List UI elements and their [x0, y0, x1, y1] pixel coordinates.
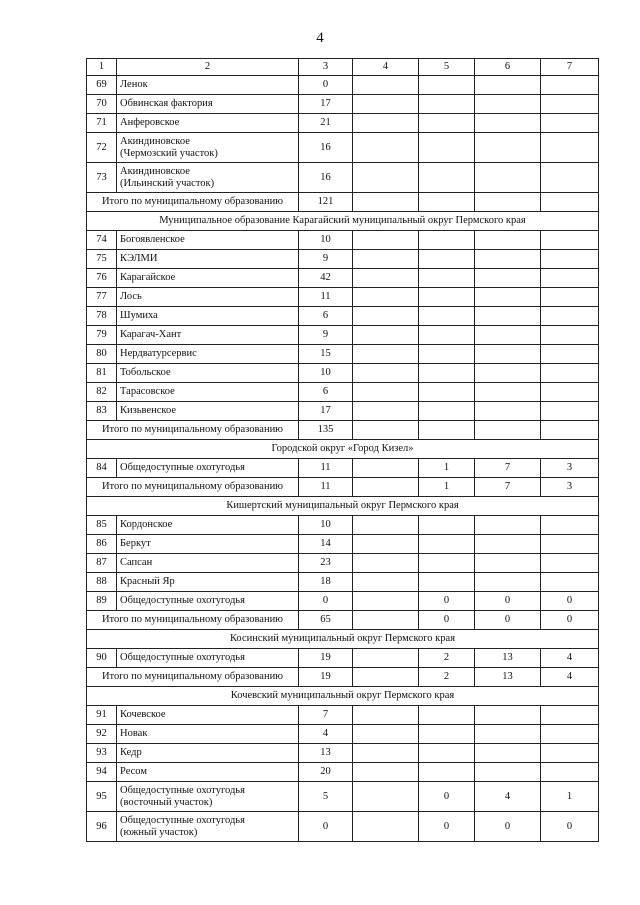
cell-c3: 0	[299, 812, 353, 842]
cell-c7: 1	[541, 782, 599, 812]
cell-c4	[353, 326, 419, 345]
row-number: 72	[87, 133, 117, 163]
ground-name: Ресом	[117, 763, 299, 782]
total-c6: 0	[475, 611, 541, 630]
row-number: 78	[87, 307, 117, 326]
ground-name: Кизьвенское	[117, 402, 299, 421]
total-c5: 1	[419, 478, 475, 497]
cell-c7	[541, 269, 599, 288]
cell-c4	[353, 250, 419, 269]
cell-c6	[475, 763, 541, 782]
cell-c3: 6	[299, 383, 353, 402]
ground-name	[117, 782, 299, 812]
cell-c3: 23	[299, 554, 353, 573]
table-row	[87, 573, 599, 592]
ground-name: Тобольское	[117, 364, 299, 383]
ground-name	[117, 133, 299, 163]
cell-c4	[353, 554, 419, 573]
row-number: 71	[87, 114, 117, 133]
row-number: 93	[87, 744, 117, 763]
cell-c4	[353, 76, 419, 95]
cell-c5	[419, 725, 475, 744]
total-c6: 13	[475, 668, 541, 687]
total-row	[87, 668, 599, 687]
header-col-3: 3	[299, 59, 353, 76]
ground-name: Беркут	[117, 535, 299, 554]
cell-c7	[541, 402, 599, 421]
table-row	[87, 364, 599, 383]
cell-c4	[353, 383, 419, 402]
cell-c5	[419, 76, 475, 95]
ground-name: Общедоступные охотугодья	[117, 459, 299, 478]
cell-c6	[475, 307, 541, 326]
total-label: Итого по муниципальному образованию	[87, 421, 299, 440]
cell-c5	[419, 345, 475, 364]
row-number: 90	[87, 649, 117, 668]
total-c6	[475, 193, 541, 212]
total-row	[87, 478, 599, 497]
cell-c3: 6	[299, 307, 353, 326]
cell-c4	[353, 573, 419, 592]
ground-name: Тарасовское	[117, 383, 299, 402]
cell-c4	[353, 744, 419, 763]
cell-c4	[353, 269, 419, 288]
table-row	[87, 763, 599, 782]
ground-name: Шумиха	[117, 307, 299, 326]
page-number: 4	[316, 30, 324, 46]
cell-c6	[475, 269, 541, 288]
ground-name: Кордонское	[117, 516, 299, 535]
cell-c5: 0	[419, 782, 475, 812]
cell-c7	[541, 231, 599, 250]
cell-c6	[475, 133, 541, 163]
row-number: 81	[87, 364, 117, 383]
cell-c5	[419, 133, 475, 163]
ground-name: Карагач-Хант	[117, 326, 299, 345]
row-number: 77	[87, 288, 117, 307]
cell-c3: 10	[299, 516, 353, 535]
row-number: 82	[87, 383, 117, 402]
total-c4	[353, 193, 419, 212]
cell-c7	[541, 364, 599, 383]
cell-c5	[419, 95, 475, 114]
cell-c7: 3	[541, 459, 599, 478]
cell-c7: 0	[541, 592, 599, 611]
row-number: 86	[87, 535, 117, 554]
total-label: Итого по муниципальному образованию	[87, 668, 299, 687]
ground-name-line-1: Акиндиновское	[120, 135, 190, 147]
cell-c5: 0	[419, 592, 475, 611]
table-row	[87, 269, 599, 288]
cell-c4	[353, 163, 419, 193]
total-c3: 65	[299, 611, 353, 630]
table-row	[87, 725, 599, 744]
cell-c6: 7	[475, 459, 541, 478]
header-col-1: 1	[87, 59, 117, 76]
section-header-row	[87, 212, 599, 231]
hunting-grounds-table	[86, 58, 599, 842]
cell-c3: 14	[299, 535, 353, 554]
cell-c6	[475, 364, 541, 383]
cell-c5	[419, 383, 475, 402]
table-row	[87, 402, 599, 421]
row-number: 94	[87, 763, 117, 782]
cell-c6	[475, 288, 541, 307]
row-number: 80	[87, 345, 117, 364]
header-col-6: 6	[475, 59, 541, 76]
header-col-4: 4	[353, 59, 419, 76]
table-row	[87, 592, 599, 611]
section-title: Городской округ «Город Кизел»	[87, 440, 599, 459]
section-header-row	[87, 687, 599, 706]
table-row	[87, 95, 599, 114]
total-c5	[419, 421, 475, 440]
row-number: 79	[87, 326, 117, 345]
cell-c5	[419, 744, 475, 763]
section-title: Кишертский муниципальный округ Пермского края	[87, 497, 599, 516]
table-row	[87, 782, 599, 812]
ground-name-line-1: Общедоступные охотугодья	[120, 814, 245, 826]
cell-c4	[353, 133, 419, 163]
ground-name: Анферовское	[117, 114, 299, 133]
cell-c6	[475, 725, 541, 744]
ground-name: Богоявленское	[117, 231, 299, 250]
row-number: 74	[87, 231, 117, 250]
cell-c5: 1	[419, 459, 475, 478]
row-number: 75	[87, 250, 117, 269]
cell-c6	[475, 706, 541, 725]
cell-c5	[419, 763, 475, 782]
cell-c5	[419, 516, 475, 535]
cell-c6	[475, 250, 541, 269]
row-number: 87	[87, 554, 117, 573]
cell-c6	[475, 345, 541, 364]
table-row	[87, 345, 599, 364]
total-c5	[419, 193, 475, 212]
cell-c7	[541, 345, 599, 364]
table-row	[87, 133, 599, 163]
total-label: Итого по муниципальному образованию	[87, 611, 299, 630]
cell-c7	[541, 744, 599, 763]
ground-name-line-2: (южный участок)	[120, 826, 198, 838]
total-c4	[353, 421, 419, 440]
cell-c7	[541, 573, 599, 592]
cell-c3: 9	[299, 250, 353, 269]
table-row	[87, 326, 599, 345]
table-body	[87, 59, 599, 842]
cell-c5	[419, 250, 475, 269]
table-row	[87, 744, 599, 763]
cell-c5	[419, 364, 475, 383]
total-c3: 11	[299, 478, 353, 497]
cell-c6	[475, 76, 541, 95]
cell-c5	[419, 535, 475, 554]
table-row	[87, 307, 599, 326]
cell-c3: 10	[299, 364, 353, 383]
ground-name: Общедоступные охотугодья	[117, 649, 299, 668]
cell-c3: 11	[299, 288, 353, 307]
total-row	[87, 611, 599, 630]
cell-c3: 20	[299, 763, 353, 782]
table-row	[87, 383, 599, 402]
cell-c5: 0	[419, 812, 475, 842]
cell-c6	[475, 744, 541, 763]
total-row	[87, 421, 599, 440]
ground-name: Кочевское	[117, 706, 299, 725]
total-c5: 0	[419, 611, 475, 630]
cell-c3: 11	[299, 459, 353, 478]
ground-name	[117, 163, 299, 193]
cell-c3: 19	[299, 649, 353, 668]
cell-c5: 2	[419, 649, 475, 668]
table-row	[87, 649, 599, 668]
ground-name: Сапсан	[117, 554, 299, 573]
cell-c7	[541, 250, 599, 269]
cell-c7	[541, 288, 599, 307]
cell-c6	[475, 573, 541, 592]
cell-c4	[353, 649, 419, 668]
cell-c6	[475, 516, 541, 535]
cell-c5	[419, 307, 475, 326]
section-header-row	[87, 630, 599, 649]
cell-c3: 16	[299, 133, 353, 163]
cell-c3: 4	[299, 725, 353, 744]
cell-c7	[541, 76, 599, 95]
cell-c6: 4	[475, 782, 541, 812]
cell-c7	[541, 535, 599, 554]
ground-name: Обвинская фактория	[117, 95, 299, 114]
cell-c7	[541, 114, 599, 133]
cell-c3: 21	[299, 114, 353, 133]
total-c7	[541, 193, 599, 212]
cell-c3: 17	[299, 402, 353, 421]
header-col-7: 7	[541, 59, 599, 76]
cell-c7	[541, 307, 599, 326]
cell-c4	[353, 364, 419, 383]
cell-c3: 18	[299, 573, 353, 592]
cell-c7	[541, 725, 599, 744]
table-row	[87, 535, 599, 554]
ground-name-line-2: (восточный участок)	[120, 796, 213, 808]
row-number: 92	[87, 725, 117, 744]
ground-name: Карагайское	[117, 269, 299, 288]
table-row	[87, 812, 599, 842]
cell-c7	[541, 516, 599, 535]
ground-name: Общедоступные охотугодья	[117, 592, 299, 611]
ground-name-line-1: Акиндиновское	[120, 165, 190, 177]
cell-c3: 13	[299, 744, 353, 763]
total-c3: 135	[299, 421, 353, 440]
cell-c3: 9	[299, 326, 353, 345]
cell-c5	[419, 163, 475, 193]
section-title: Муниципальное образование Карагайский муниципальный округ Пермского края	[87, 212, 599, 231]
ground-name: Красный Яр	[117, 573, 299, 592]
row-number: 96	[87, 812, 117, 842]
table-row	[87, 76, 599, 95]
header-col-5: 5	[419, 59, 475, 76]
ground-name: Лось	[117, 288, 299, 307]
total-c3: 121	[299, 193, 353, 212]
total-label: Итого по муниципальному образованию	[87, 478, 299, 497]
cell-c7	[541, 706, 599, 725]
total-c6: 7	[475, 478, 541, 497]
ground-name: Ленок	[117, 76, 299, 95]
table-row	[87, 114, 599, 133]
cell-c6	[475, 163, 541, 193]
cell-c3: 42	[299, 269, 353, 288]
cell-c3: 10	[299, 231, 353, 250]
row-number: 83	[87, 402, 117, 421]
cell-c5	[419, 706, 475, 725]
total-c6	[475, 421, 541, 440]
total-c7: 0	[541, 611, 599, 630]
cell-c4	[353, 402, 419, 421]
row-number: 88	[87, 573, 117, 592]
cell-c4	[353, 95, 419, 114]
cell-c4	[353, 725, 419, 744]
table-row	[87, 554, 599, 573]
section-title: Косинский муниципальный округ Пермского края	[87, 630, 599, 649]
table-row	[87, 163, 599, 193]
table-row	[87, 250, 599, 269]
cell-c3: 0	[299, 76, 353, 95]
cell-c7	[541, 383, 599, 402]
cell-c6: 0	[475, 592, 541, 611]
cell-c3: 5	[299, 782, 353, 812]
cell-c4	[353, 812, 419, 842]
cell-c6	[475, 402, 541, 421]
section-header-row	[87, 497, 599, 516]
cell-c3: 0	[299, 592, 353, 611]
cell-c4	[353, 307, 419, 326]
ground-name-line-2: (Ильинский участок)	[120, 177, 215, 189]
cell-c6	[475, 231, 541, 250]
cell-c4	[353, 459, 419, 478]
ground-name	[117, 812, 299, 842]
cell-c6	[475, 326, 541, 345]
cell-c7	[541, 133, 599, 163]
cell-c4	[353, 782, 419, 812]
total-c4	[353, 611, 419, 630]
cell-c4	[353, 114, 419, 133]
cell-c5	[419, 554, 475, 573]
cell-c3: 7	[299, 706, 353, 725]
total-c5: 2	[419, 668, 475, 687]
header-col-2: 2	[117, 59, 299, 76]
cell-c4	[353, 763, 419, 782]
ground-name-line-1: Общедоступные охотугодья	[120, 784, 245, 796]
cell-c7	[541, 763, 599, 782]
table-row	[87, 288, 599, 307]
cell-c6	[475, 383, 541, 402]
cell-c5	[419, 326, 475, 345]
total-c4	[353, 668, 419, 687]
cell-c7	[541, 326, 599, 345]
cell-c7	[541, 163, 599, 193]
row-number: 70	[87, 95, 117, 114]
total-label: Итого по муниципальному образованию	[87, 193, 299, 212]
total-c4	[353, 478, 419, 497]
cell-c7	[541, 554, 599, 573]
cell-c5	[419, 402, 475, 421]
cell-c6: 0	[475, 812, 541, 842]
row-number: 85	[87, 516, 117, 535]
cell-c4	[353, 345, 419, 364]
total-row	[87, 193, 599, 212]
cell-c5	[419, 288, 475, 307]
table-row	[87, 459, 599, 478]
cell-c6: 13	[475, 649, 541, 668]
row-number: 73	[87, 163, 117, 193]
row-number: 89	[87, 592, 117, 611]
total-c7: 3	[541, 478, 599, 497]
cell-c4	[353, 535, 419, 554]
total-c7: 4	[541, 668, 599, 687]
cell-c7: 0	[541, 812, 599, 842]
cell-c6	[475, 95, 541, 114]
cell-c4	[353, 592, 419, 611]
cell-c5	[419, 231, 475, 250]
cell-c5	[419, 114, 475, 133]
cell-c5	[419, 269, 475, 288]
table-row	[87, 706, 599, 725]
cell-c6	[475, 535, 541, 554]
cell-c7: 4	[541, 649, 599, 668]
section-header-row	[87, 440, 599, 459]
ground-name: Нердватурсервис	[117, 345, 299, 364]
ground-name: КЭЛМИ	[117, 250, 299, 269]
table-header-row	[87, 59, 599, 76]
row-number: 91	[87, 706, 117, 725]
cell-c3: 17	[299, 95, 353, 114]
cell-c6	[475, 114, 541, 133]
cell-c4	[353, 706, 419, 725]
cell-c7	[541, 95, 599, 114]
cell-c4	[353, 231, 419, 250]
cell-c6	[475, 554, 541, 573]
ground-name: Кедр	[117, 744, 299, 763]
total-c7	[541, 421, 599, 440]
row-number: 69	[87, 76, 117, 95]
cell-c5	[419, 573, 475, 592]
table-row	[87, 231, 599, 250]
row-number: 76	[87, 269, 117, 288]
row-number: 95	[87, 782, 117, 812]
ground-name-line-2: (Чермозский участок)	[120, 147, 218, 159]
cell-c4	[353, 288, 419, 307]
cell-c3: 16	[299, 163, 353, 193]
table-row	[87, 516, 599, 535]
total-c3: 19	[299, 668, 353, 687]
section-title: Кочевский муниципальный округ Пермского края	[87, 687, 599, 706]
cell-c4	[353, 516, 419, 535]
ground-name: Новак	[117, 725, 299, 744]
cell-c3: 15	[299, 345, 353, 364]
row-number: 84	[87, 459, 117, 478]
